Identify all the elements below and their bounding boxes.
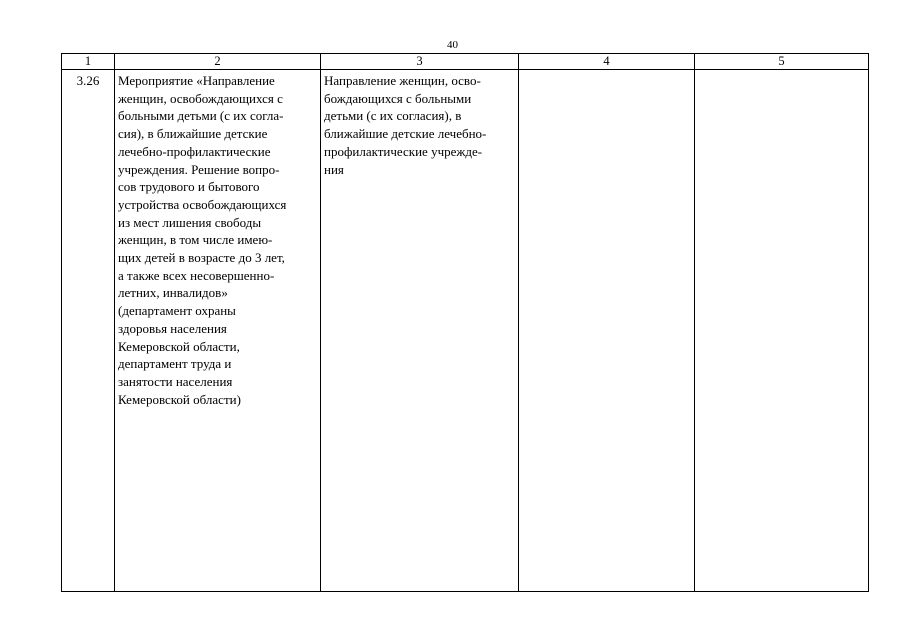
activity-text: Мероприятие «Направление женщин, освобождающихся с больными детьми (с их согла- сия), в ближайшие детские лечебно-профилактические учреждения. Решение вопро- сов трудового и бытового устройства освобождающихся из мест лишения свободы женщин, в том числе имею- щих детей в возрасте до 3 лет, а также всех несовершенно- летних, инвалидов» (департамент охраны здоровья населения Кемеровской области, департамент труда и занятости населения Кемеровской области): [118, 73, 287, 407]
row-number-cell: [62, 70, 115, 592]
row-number: 3.26: [76, 73, 100, 88]
column-4-cell: [519, 70, 695, 592]
column-header-5: 5: [695, 54, 869, 70]
direction-text: Направление женщин, осво- бождающихся с больными детьми (с их согласия), в ближайшие детские лечебно- профилактические учрежде- ния: [324, 73, 487, 177]
column-4-text: [519, 70, 694, 72]
direction-cell: [321, 70, 519, 592]
column-header-1: 1: [62, 54, 115, 70]
document-table: [61, 53, 869, 592]
column-header-4: 4: [519, 54, 695, 70]
column-5-cell: [695, 70, 869, 592]
column-header-2: 2: [115, 54, 321, 70]
page-number: 40: [447, 39, 458, 51]
table-row: [62, 70, 869, 592]
table-header-row: [62, 54, 869, 70]
activity-cell: [115, 70, 321, 592]
column-header-3: 3: [321, 54, 519, 70]
column-5-text: [695, 70, 868, 72]
